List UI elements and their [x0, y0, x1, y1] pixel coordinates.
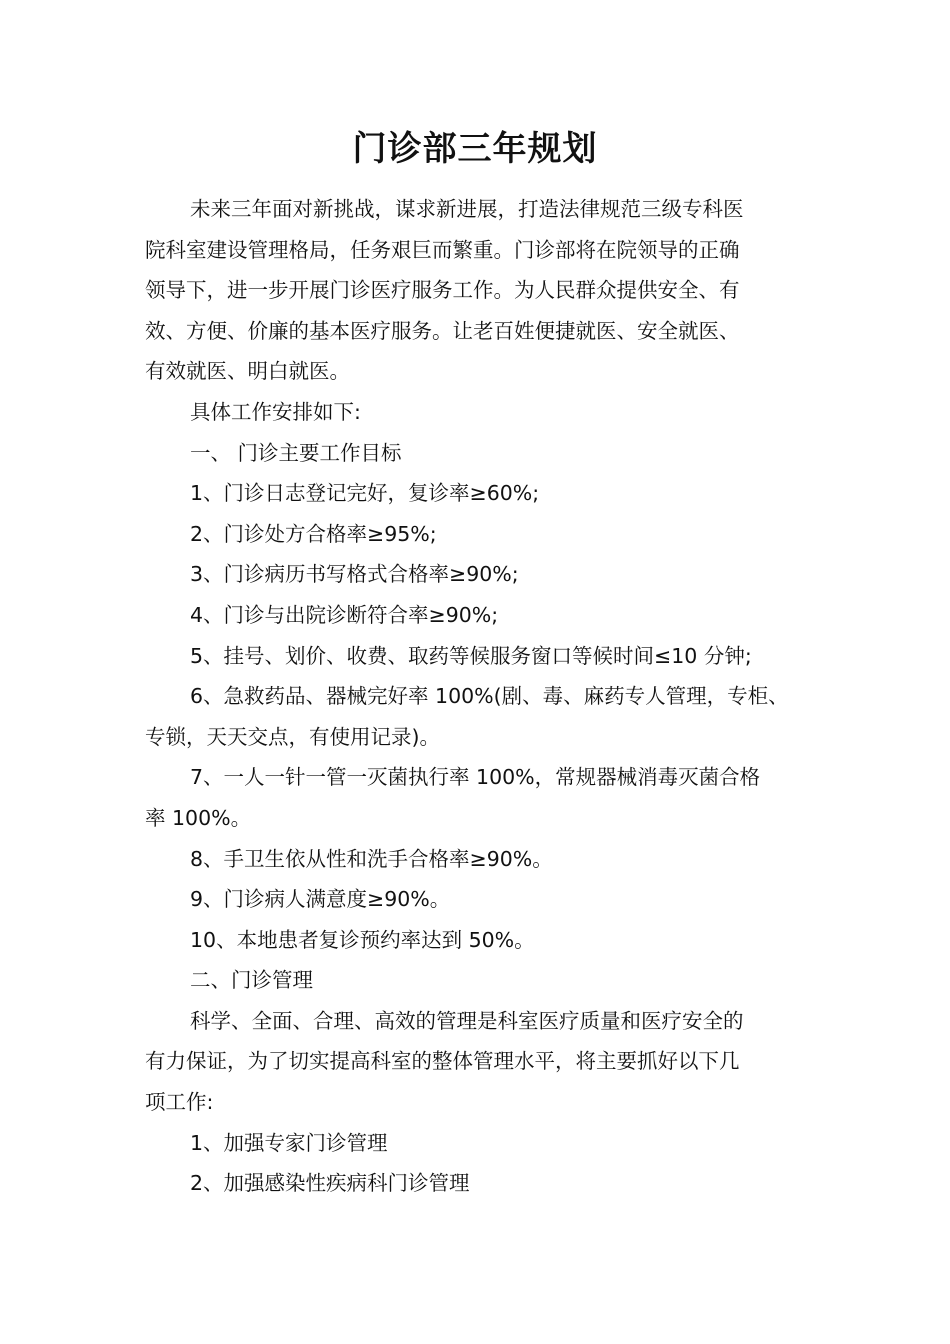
document-body: [145, 189, 821, 1204]
task-item-1: 1、加强专家门诊管理: [190, 1130, 388, 1155]
management-line-1: 科学、全面、合理、高效的管理是科室医疗质量和医疗安全的: [190, 1008, 744, 1033]
goal-item-10: 10、本地患者复诊预约率达到 50%。: [190, 927, 535, 952]
goal-item-5: 5、挂号、划价、收费、取药等候服务窗口等候时间≤10 分钟;: [190, 643, 752, 668]
goal-item-6-line-1: 6、急救药品、器械完好率 100%(剧、毒、麻药专人管理，专柜、: [190, 684, 789, 709]
section2-heading: 二、门诊管理: [190, 968, 313, 993]
intro-line-1: 未来三年面对新挑战，谋求新进展，打造法律规范三级专科医: [190, 197, 744, 221]
goal-item-2: 2、门诊处方合格率≥95%;: [190, 521, 437, 546]
goal-item-3: 3、门诊病历书写格式合格率≥90%;: [190, 562, 519, 587]
goal-item-8: 8、手卫生依从性和洗手合格率≥90%。: [190, 846, 553, 871]
goal-item-7-line-1: 7、一人一针一管一灭菌执行率 100%，常规器械消毒灭菌合格: [190, 765, 761, 790]
goal-item-4: 4、门诊与出院诊断符合率≥90%;: [190, 602, 499, 627]
management-line-3: 项工作:: [145, 1090, 214, 1115]
management-line-2: 有力保证，为了切实提高科室的整体管理水平，将主要抓好以下几: [145, 1049, 740, 1074]
goal-item-9: 9、门诊病人满意度≥90%。: [190, 887, 451, 912]
arrangement-line: 具体工作安排如下:: [190, 399, 361, 424]
section1-heading: 一、 门诊主要工作目标: [190, 440, 402, 465]
goal-item-6-line-2: 专锁，天天交点，有使用记录)。: [145, 724, 440, 749]
intro-line-5: 有效就医、明白就医。: [145, 359, 350, 384]
goal-item-1: 1、门诊日志登记完好，复诊率≥60%;: [190, 481, 540, 506]
document-title: 门诊部三年规划: [352, 129, 598, 169]
task-item-2: 2、加强感染性疾病科门诊管理: [190, 1171, 470, 1196]
intro-line-2: 院科室建设管理格局，任务艰巨而繁重。门诊部将在院领导的正确: [145, 237, 740, 262]
goal-item-7-line-2: 率 100%。: [145, 805, 252, 830]
intro-line-4: 效、方便、价廉的基本医疗服务。让老百姓便捷就医、安全就医、: [145, 318, 740, 343]
intro-line-3: 领导下，进一步开展门诊医疗服务工作。为人民群众提供安全、有: [145, 278, 740, 303]
